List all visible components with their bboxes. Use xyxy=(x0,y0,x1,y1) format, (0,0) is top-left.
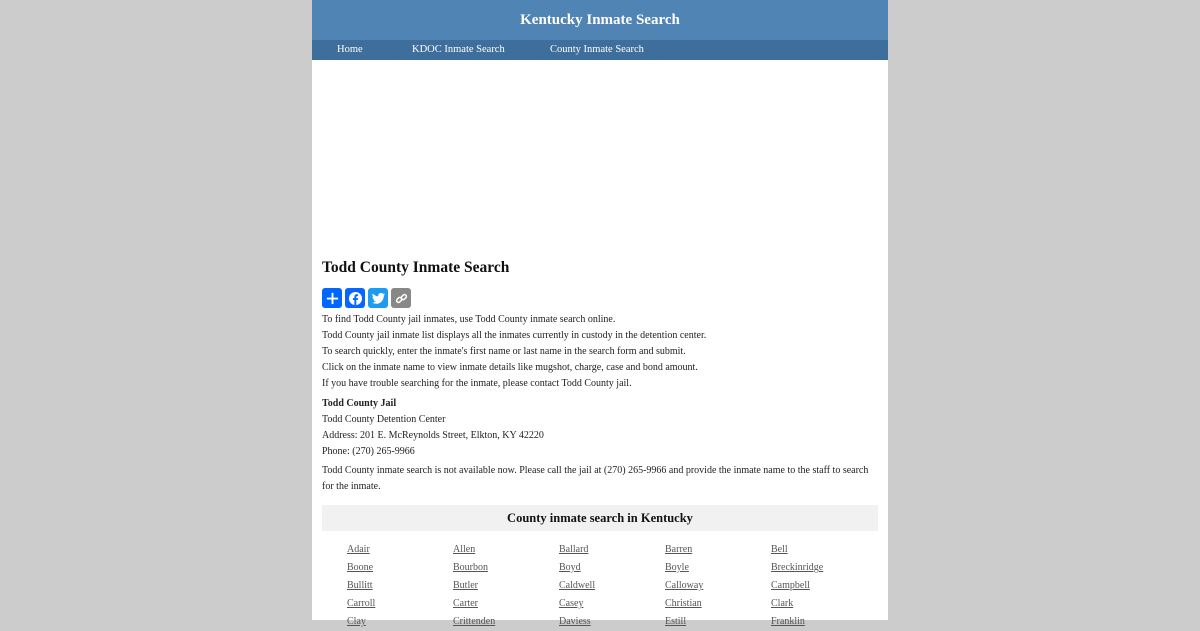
county-link-bullitt[interactable]: Bullitt xyxy=(347,580,373,591)
county-link-caldwell[interactable]: Caldwell xyxy=(559,580,596,591)
county-link-carroll[interactable]: Carroll xyxy=(347,598,376,609)
page-title: Todd County Inmate Search xyxy=(322,259,510,276)
county-link-allen[interactable]: Allen xyxy=(453,544,476,555)
nav-home[interactable]: Home xyxy=(337,44,363,55)
county-link-crittenden[interactable]: Crittenden xyxy=(453,616,496,627)
county-link-ballard[interactable]: Ballard xyxy=(559,544,589,555)
county-link-clay[interactable]: Clay xyxy=(347,616,366,627)
county-link-clark[interactable]: Clark xyxy=(771,598,794,609)
jail-info xyxy=(322,396,878,460)
share-facebook-button[interactable] xyxy=(345,288,365,308)
county-link-barren[interactable]: Barren xyxy=(665,544,693,555)
intro-line: To search quickly, enter the inmate's first name or last name in the search form and submit. xyxy=(322,346,686,357)
jail-address: Address: 201 E. McReynolds Street, Elkton, KY 42220 xyxy=(322,430,544,441)
intro-line: Todd County jail inmate list displays all the inmates currently in custody in the detention center. xyxy=(322,330,707,341)
page-container xyxy=(312,0,888,627)
county-link-boyle[interactable]: Boyle xyxy=(665,562,689,573)
jail-title: Todd County Jail xyxy=(322,398,397,409)
counties-heading: County inmate search in Kentucky xyxy=(322,505,878,531)
county-link-breckinridge[interactable]: Breckinridge xyxy=(771,562,824,573)
site-header xyxy=(312,0,888,40)
share-copy-link-button[interactable] xyxy=(391,288,411,308)
facebook-icon xyxy=(348,291,363,306)
county-link-calloway[interactable]: Calloway xyxy=(665,580,704,591)
availability-notice: Todd County inmate search is not available now. Please call the jail at (270) 265-9966 and provide the inmate name to the staff to search for the inmate. xyxy=(322,465,869,492)
county-link-bell[interactable]: Bell xyxy=(771,544,788,555)
intro-line: Click on the inmate name to view inmate details like mugshot, charge, case and bond amount. xyxy=(322,362,698,373)
nav-county-inmate-search[interactable]: County Inmate Search xyxy=(550,44,644,55)
intro-line: To find Todd County jail inmates, use Todd County inmate search online. xyxy=(322,314,616,325)
intro-text xyxy=(322,312,878,392)
main-content xyxy=(312,258,888,631)
share-add-button[interactable] xyxy=(322,288,342,308)
county-link-boyd[interactable]: Boyd xyxy=(559,562,581,573)
twitter-icon xyxy=(371,291,386,306)
ad-space xyxy=(312,60,888,258)
county-link-campbell[interactable]: Campbell xyxy=(771,580,810,591)
county-link-carter[interactable]: Carter xyxy=(453,598,478,609)
county-link-daviess[interactable]: Daviess xyxy=(559,616,591,627)
plus-icon xyxy=(325,291,340,306)
site-title[interactable]: Kentucky Inmate Search xyxy=(520,12,680,28)
county-link-estill[interactable]: Estill xyxy=(665,616,687,627)
nav-kdoc-inmate-search[interactable]: KDOC Inmate Search xyxy=(412,44,505,55)
nav-bar xyxy=(312,40,888,60)
jail-phone: Phone: (270) 265-9966 xyxy=(322,446,415,457)
jail-name: Todd County Detention Center xyxy=(322,414,446,425)
county-link-adair[interactable]: Adair xyxy=(347,544,370,555)
share-buttons xyxy=(322,288,878,308)
share-twitter-button[interactable] xyxy=(368,288,388,308)
county-link-casey[interactable]: Casey xyxy=(559,598,584,609)
intro-line: If you have trouble searching for the inmate, please contact Todd County jail. xyxy=(322,378,632,389)
county-link-bourbon[interactable]: Bourbon xyxy=(453,562,488,573)
county-link-franklin[interactable]: Franklin xyxy=(771,616,805,627)
county-link-boone[interactable]: Boone xyxy=(347,562,374,573)
county-links xyxy=(322,541,878,631)
county-link-christian[interactable]: Christian xyxy=(665,598,702,609)
link-icon xyxy=(394,291,409,306)
county-link-butler[interactable]: Butler xyxy=(453,580,478,591)
